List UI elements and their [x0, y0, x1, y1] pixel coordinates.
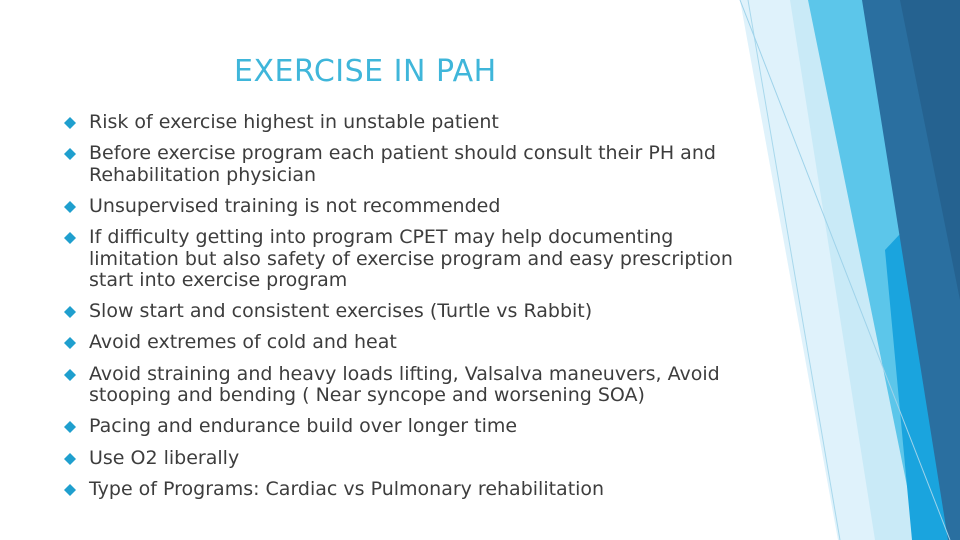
bullet-item: [64, 112, 744, 134]
bullet-item: [64, 364, 744, 407]
diamond-bullet-icon: [64, 453, 76, 465]
bullet-item: [64, 227, 744, 292]
diamond-bullet-icon: [64, 232, 76, 244]
bullet-text: If difficulty getting into program CPET may help documenting limitation but also safety of exercise program and easy prescription start into exercise program: [89, 226, 733, 292]
bullet-item: [64, 143, 744, 186]
bullet-text: Use O2 liberally: [89, 446, 240, 469]
bullet-text: Avoid extremes of cold and heat: [89, 331, 397, 354]
diamond-bullet-icon: [64, 369, 76, 381]
bullet-text: Before exercise program each patient should consult their PH and Rehabilitation physician: [89, 142, 716, 186]
diamond-bullet-icon: [64, 117, 76, 129]
bullet-text: Risk of exercise highest in unstable patient: [89, 111, 499, 133]
diamond-bullet-icon: [64, 421, 76, 433]
diamond-bullet-icon: [64, 306, 76, 318]
bullet-text: Type of Programs: Cardiac vs Pulmonary rehabilitation: [89, 477, 605, 500]
bullet-item: [64, 332, 744, 354]
diamond-bullet-icon: [64, 484, 76, 496]
bullet-text: Avoid straining and heavy loads lifting, Valsalva maneuvers, Avoid stooping and bending ( Near syncope and worsening SOA): [89, 362, 720, 407]
bullet-item: [64, 448, 744, 470]
bullet-text: Pacing and endurance build over longer time: [89, 415, 518, 438]
bullet-text: Slow start and consistent exercises (Turtle vs Rabbit): [89, 300, 593, 323]
bullet-item: [64, 196, 744, 218]
bullet-text: Unsupervised training is not recommended: [89, 194, 501, 217]
diamond-bullet-icon: [64, 148, 76, 160]
diamond-bullet-icon: [64, 201, 76, 213]
bullet-item: [64, 301, 744, 323]
bullet-list: [64, 112, 744, 510]
bullet-item: [64, 479, 744, 501]
diamond-bullet-icon: [64, 337, 76, 349]
slide-title: EXERCISE IN PAH: [234, 54, 497, 89]
bullet-item: [64, 416, 744, 438]
